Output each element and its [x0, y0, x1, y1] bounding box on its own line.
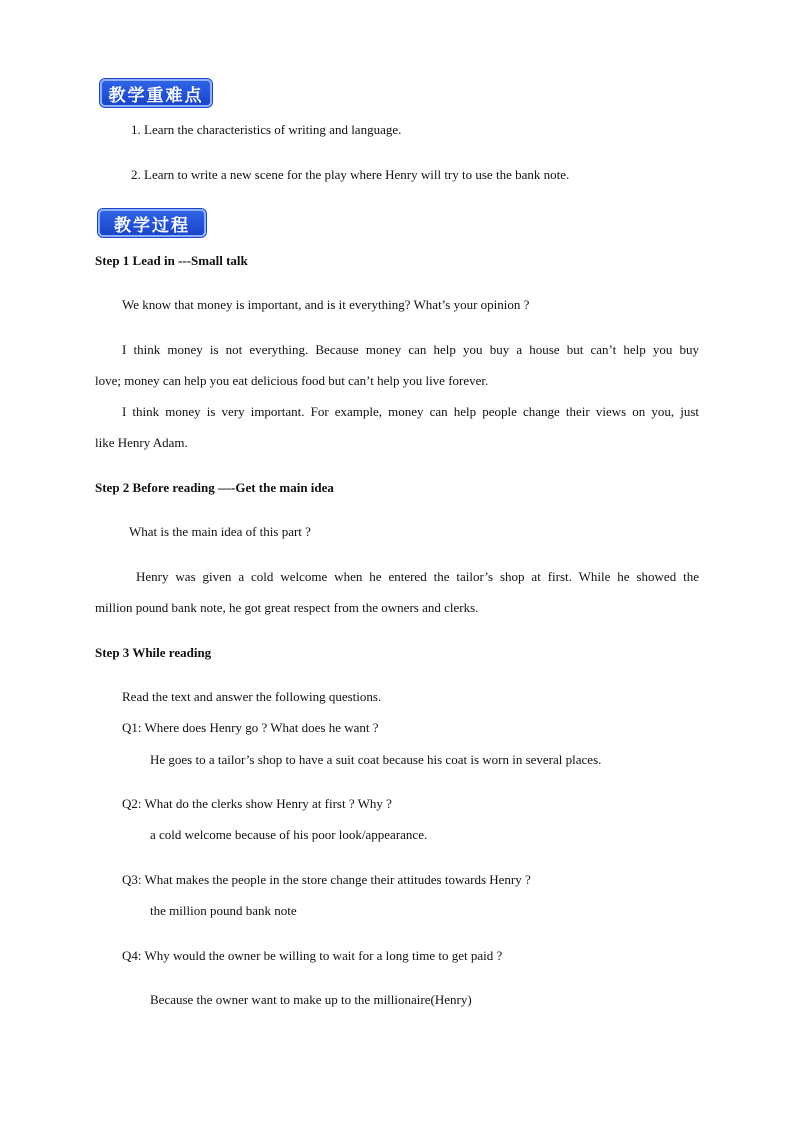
- step1-heading: Step 1 Lead in ---Small talk: [95, 253, 248, 268]
- step1-opinion2-line2: like Henry Adam.: [95, 435, 188, 450]
- question-4: Q4: Why would the owner be willing to wait for a long time to get paid ?: [122, 948, 503, 963]
- key-point-2: 2. Learn to write a new scene for the play where Henry will try to use the bank note.: [131, 167, 570, 182]
- step1-opinion1-line1: I think money is not everything. Because money can help you buy a house but can’t help you buy: [122, 342, 699, 357]
- question-1: Q1: Where does Henry go ? What does he want ?: [122, 720, 379, 735]
- step2-answer-line2: million pound bank note, he got great respect from the owners and clerks.: [95, 600, 479, 615]
- step2-answer-line1: Henry was given a cold welcome when he entered the tailor’s shop at first. While he showed the: [136, 569, 699, 584]
- step2-question: What is the main idea of this part ?: [129, 524, 311, 539]
- badge-label: 教学重难点: [108, 85, 204, 106]
- section-badge-process: [98, 209, 206, 237]
- answer-4: Because the owner want to make up to the millionaire(Henry): [150, 992, 472, 1007]
- answer-1: He goes to a tailor’s shop to have a suit coat because his coat is worn in several places.: [150, 752, 602, 767]
- badge-label: 教学过程: [114, 215, 190, 236]
- step1-opinion2-line1: I think money is very important. For example, money can help people change their views on you, just: [122, 404, 699, 419]
- step1-opinion1-line2: love; money can help you eat delicious food but can’t help you live forever.: [95, 373, 489, 388]
- key-point-1: 1. Learn the characteristics of writing and language.: [131, 122, 402, 137]
- answer-3: the million pound bank note: [150, 903, 297, 918]
- section-badge-key-points: [100, 79, 212, 107]
- step3-heading: Step 3 While reading: [95, 645, 212, 660]
- answer-2: a cold welcome because of his poor look/appearance.: [150, 827, 428, 842]
- question-2: Q2: What do the clerks show Henry at first ? Why ?: [122, 796, 392, 811]
- step1-question: We know that money is important, and is it everything? What’s your opinion ?: [122, 297, 530, 312]
- step2-heading: Step 2 Before reading —-Get the main idea: [95, 480, 334, 495]
- question-3: Q3: What makes the people in the store change their attitudes towards Henry ?: [122, 872, 531, 887]
- step3-instruction: Read the text and answer the following questions.: [122, 689, 382, 704]
